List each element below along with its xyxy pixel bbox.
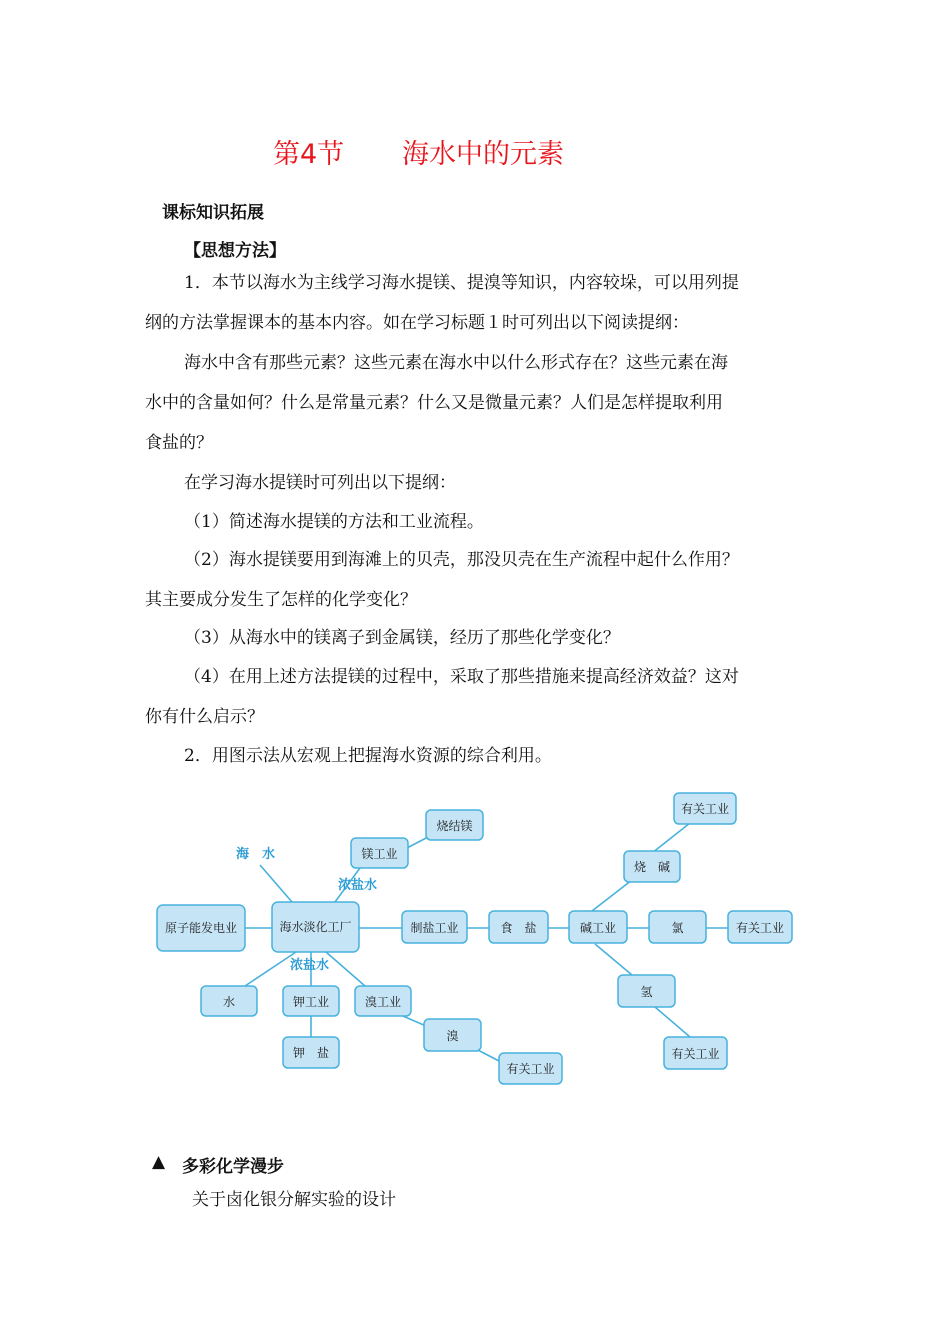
triangle-icon: ▲ xyxy=(152,1152,166,1172)
node-youguan3 xyxy=(664,1037,727,1069)
svg-text:溴: 溴 xyxy=(446,1029,459,1043)
svg-text:钾 盐: 钾 盐 xyxy=(292,1046,330,1060)
question-3: （3）从海水中的镁离子到金属镁，经历了那些化学变化？ xyxy=(184,628,620,648)
node-shaojian xyxy=(624,851,680,882)
svg-text:碱工业: 碱工业 xyxy=(579,921,617,935)
node-lv xyxy=(649,911,706,943)
edge-haishui-danhua xyxy=(260,865,292,902)
node-xiugongye xyxy=(355,986,411,1016)
question-4-line-1: （4）在用上述方法提镁的过程中，采取了那些措施来提高经济效益？这对 xyxy=(184,667,739,687)
paragraph-1-line-2: 纲的方法掌握课本的基本内容。如在学习标题１时可列出以下阅读提纲： xyxy=(145,313,689,333)
edge-jiangongye-shaojian xyxy=(592,880,632,911)
node-yuanzineng xyxy=(157,905,245,951)
svg-text:氯: 氯 xyxy=(671,921,684,935)
paragraph-2-line-1: 海水中含有那些元素？这些元素在海水中以什么形式存在？这些元素在海 xyxy=(184,353,728,373)
page-title: 海水中的元素 xyxy=(402,139,564,170)
node-jiangongye xyxy=(569,911,627,943)
svg-text:制盐工业: 制盐工业 xyxy=(410,921,459,935)
node-shui xyxy=(201,986,257,1016)
seawater-utilization-diagram xyxy=(0,770,950,1100)
footer-text: 关于卤化银分解实验的设计 xyxy=(192,1190,396,1210)
svg-text:烧 碱: 烧 碱 xyxy=(633,860,671,874)
svg-text:水: 水 xyxy=(222,995,236,1009)
node-shiyan xyxy=(489,911,548,943)
paragraph-1-line-1: 1．本节以海水为主线学习海水提镁、提溴等知识，内容较垛，可以用列提 xyxy=(184,273,739,293)
node-jiayan xyxy=(283,1037,339,1068)
edge-meigongye-shaojiemei xyxy=(407,837,428,848)
svg-text:烧结镁: 烧结镁 xyxy=(436,819,473,833)
node-youguan2 xyxy=(728,911,792,943)
svg-text:有关工业: 有关工业 xyxy=(735,921,785,935)
edge-danhua-shui xyxy=(245,952,296,986)
node-shaojiemei xyxy=(426,810,483,840)
edge-qing-youguan3 xyxy=(655,1007,690,1037)
node-zhiyan xyxy=(402,911,467,943)
svg-text:有关工业: 有关工业 xyxy=(680,802,730,816)
question-4-line-2: 你有什么启示？ xyxy=(145,707,264,727)
node-qing xyxy=(618,975,675,1007)
svg-text:原子能发电业: 原子能发电业 xyxy=(164,921,238,935)
edge-danhua-xiugongye xyxy=(326,952,365,986)
svg-text:海水淡化工厂: 海水淡化工厂 xyxy=(279,920,352,934)
paragraph-4: 2．用图示法从宏观上把握海水资源的综合利用。 xyxy=(184,746,552,766)
question-2-line-1: （2）海水提镁要用到海滩上的贝壳，那没贝壳在生产流程中起什么作用？ xyxy=(184,550,739,570)
edge-shaojian-youguan1 xyxy=(652,823,690,853)
subsection-heading: 【思想方法】 xyxy=(184,241,286,261)
paragraph-2-line-3: 食盐的？ xyxy=(145,433,213,453)
svg-text:食 盐: 食 盐 xyxy=(500,921,537,935)
footer-heading: 多彩化学漫步 xyxy=(182,1157,284,1177)
svg-text:镁工业: 镁工业 xyxy=(361,847,398,861)
node-danhua xyxy=(272,902,359,952)
label-nongyanshui-bottom: 浓盐水 xyxy=(290,958,330,973)
node-youguan4 xyxy=(499,1053,562,1084)
node-youguan1 xyxy=(674,793,736,824)
question-2-line-2: 其主要成分发生了怎样的化学变化？ xyxy=(145,590,417,610)
node-xiu xyxy=(424,1019,481,1051)
svg-text:有关工业: 有关工业 xyxy=(506,1062,555,1076)
section-heading: 课标知识拓展 xyxy=(162,203,264,223)
paragraph-3: 在学习海水提镁时可列出以下提纲： xyxy=(184,473,456,493)
paragraph-2-line-2: 水中的含量如何？什么是常量元素？什么又是微量元素？人们是怎样提取利用 xyxy=(145,393,723,413)
label-haishui: 海 水 xyxy=(236,847,276,862)
page-title-number: 第4节 xyxy=(273,139,345,170)
label-nongyanshui-top: 浓盐水 xyxy=(338,878,378,893)
svg-text:有关工业: 有关工业 xyxy=(671,1047,720,1061)
edge-jiangongye-qing xyxy=(595,944,632,975)
node-jiagongye xyxy=(283,986,339,1016)
question-1: （1）简述海水提镁的方法和工业流程。 xyxy=(184,512,484,532)
svg-text:氢: 氢 xyxy=(640,985,653,999)
svg-text:钾工业: 钾工业 xyxy=(292,995,330,1009)
svg-text:溴工业: 溴工业 xyxy=(364,995,402,1009)
node-meigongye xyxy=(351,838,408,868)
